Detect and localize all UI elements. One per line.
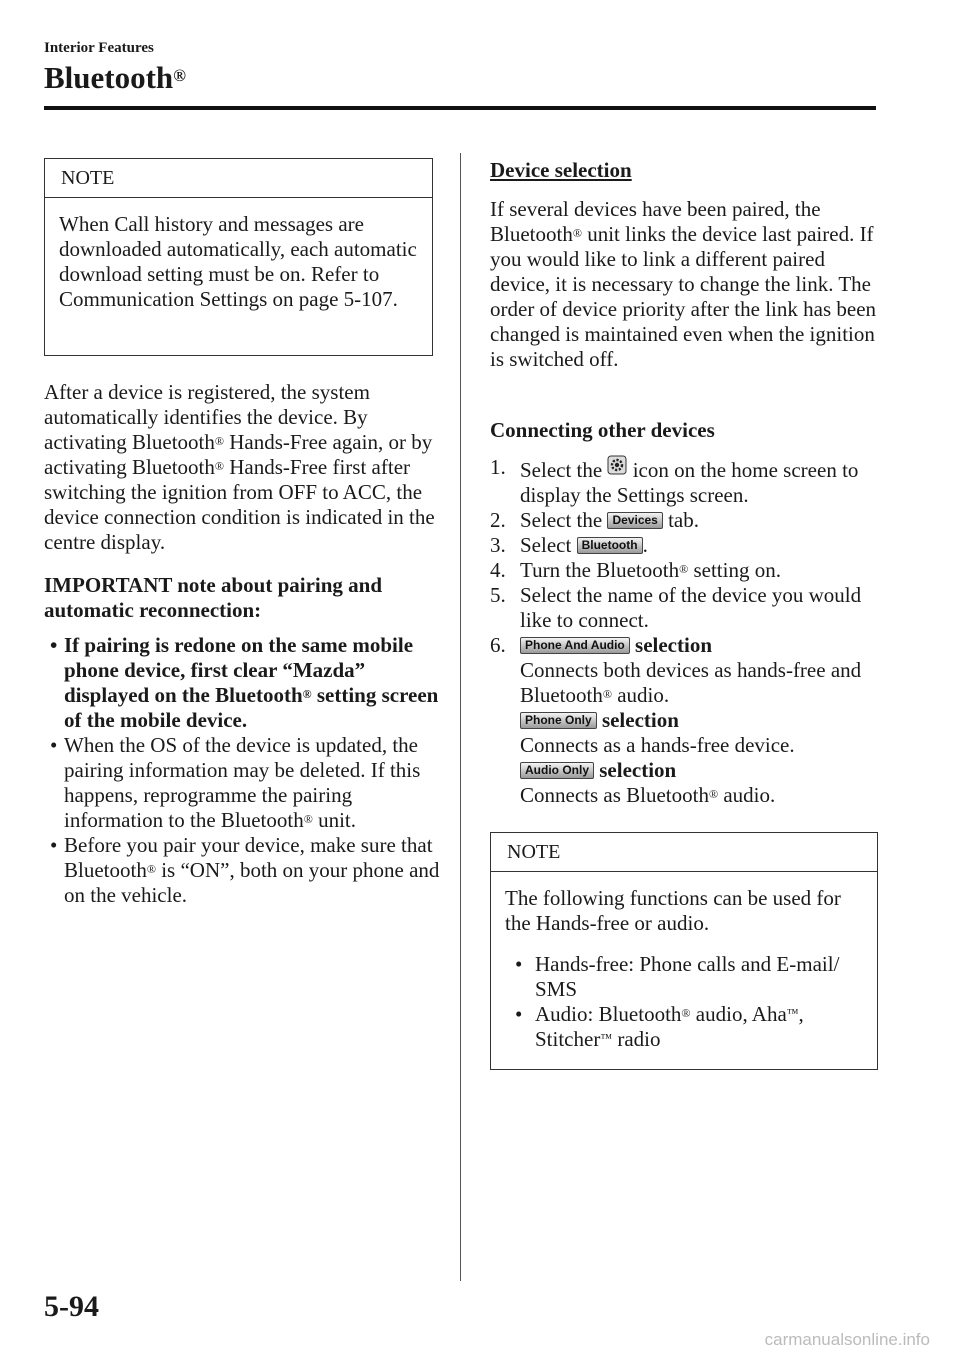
list-item: • Audio: Bluetooth® audio, Aha™, Stitcher™ radio <box>515 1002 804 1051</box>
registration-paragraph: After a device is registered, the system automatically identifies the device. By activating Bluetooth® Hands-Free again, or by activating Bluetooth® Hands-Free first after switching the ignition from OFF to ACC, the device connection condition is indicated in the centre display. <box>44 380 435 554</box>
list-item: • When the OS of the device is updated, the pairing information may be deleted. If this happens, reprogramme the pairing information to the Bluetooth® unit. <box>50 733 421 832</box>
bluetooth-button: Bluetooth <box>577 537 643 554</box>
right-column <box>490 158 880 808</box>
list-item: 4. Turn the Bluetooth® setting on. <box>490 558 781 582</box>
column-divider <box>460 153 461 1281</box>
list-item: • If pairing is redone on the same mobile phone device, first clear “Mazda” displayed on the Bluetooth® setting screen of the mobile device. <box>50 633 439 732</box>
phone-and-audio-button: Phone And Audio <box>520 637 630 654</box>
list-item: 5. Select the name of the device you would like to connect. <box>490 583 862 632</box>
important-heading: IMPORTANT note about pairing and automatic reconnection: <box>44 573 383 622</box>
devices-tab-button: Devices <box>607 512 662 529</box>
list-item: 3. Select Bluetooth . <box>490 533 648 557</box>
phone-only-button: Phone Only <box>520 712 597 729</box>
note-text: When Call history and messages are downloaded automatically, each automatic download setting must be on. Refer to Communication Settings on page 5-107. <box>59 212 417 311</box>
device-selection-heading: Device selection <box>490 158 632 182</box>
audio-only-button: Audio Only <box>520 762 594 779</box>
page-title: Bluetooth® <box>44 60 186 95</box>
left-column <box>44 380 444 908</box>
list-item: 6. Phone And Audio selection Connects both devices as hands-free and Bluetooth® audio. Phone Only selection Connects as a hands-free device. Audio Only selection Connects as Bluetooth® audio. <box>490 633 862 807</box>
note-heading: NOTE <box>45 159 432 198</box>
page-number: 5-94 <box>44 1290 99 1323</box>
watermark: carmanualsonline.info <box>764 1330 930 1349</box>
note-box-right <box>490 832 878 1070</box>
list-item: • Hands-free: Phone calls and E-mail/ SMS <box>515 952 840 1001</box>
note-text: The following functions can be used for the Hands-free or audio. <box>505 886 841 935</box>
header-rule <box>44 106 876 110</box>
gear-icon <box>607 455 627 475</box>
list-item: • Before you pair your device, make sure that Bluetooth® is “ON”, both on your phone and on the vehicle. <box>50 833 440 907</box>
note-box-left <box>44 158 433 356</box>
connecting-heading: Connecting other devices <box>490 418 715 442</box>
list-item: 1. Select the icon on the home screen to display the Settings screen. <box>490 455 859 507</box>
list-item: 2. Select the Devices tab. <box>490 508 699 532</box>
device-selection-paragraph: If several devices have been paired, the Bluetooth® unit links the device last paired. If you would like to link a different paired device, it is necessary to change the link. The order of device priority after the link has been changed is maintained even when the ignition is switched off. <box>490 197 877 371</box>
steps-list <box>490 455 880 808</box>
note-heading: NOTE <box>491 833 877 872</box>
section-label: Interior Features <box>44 40 154 56</box>
